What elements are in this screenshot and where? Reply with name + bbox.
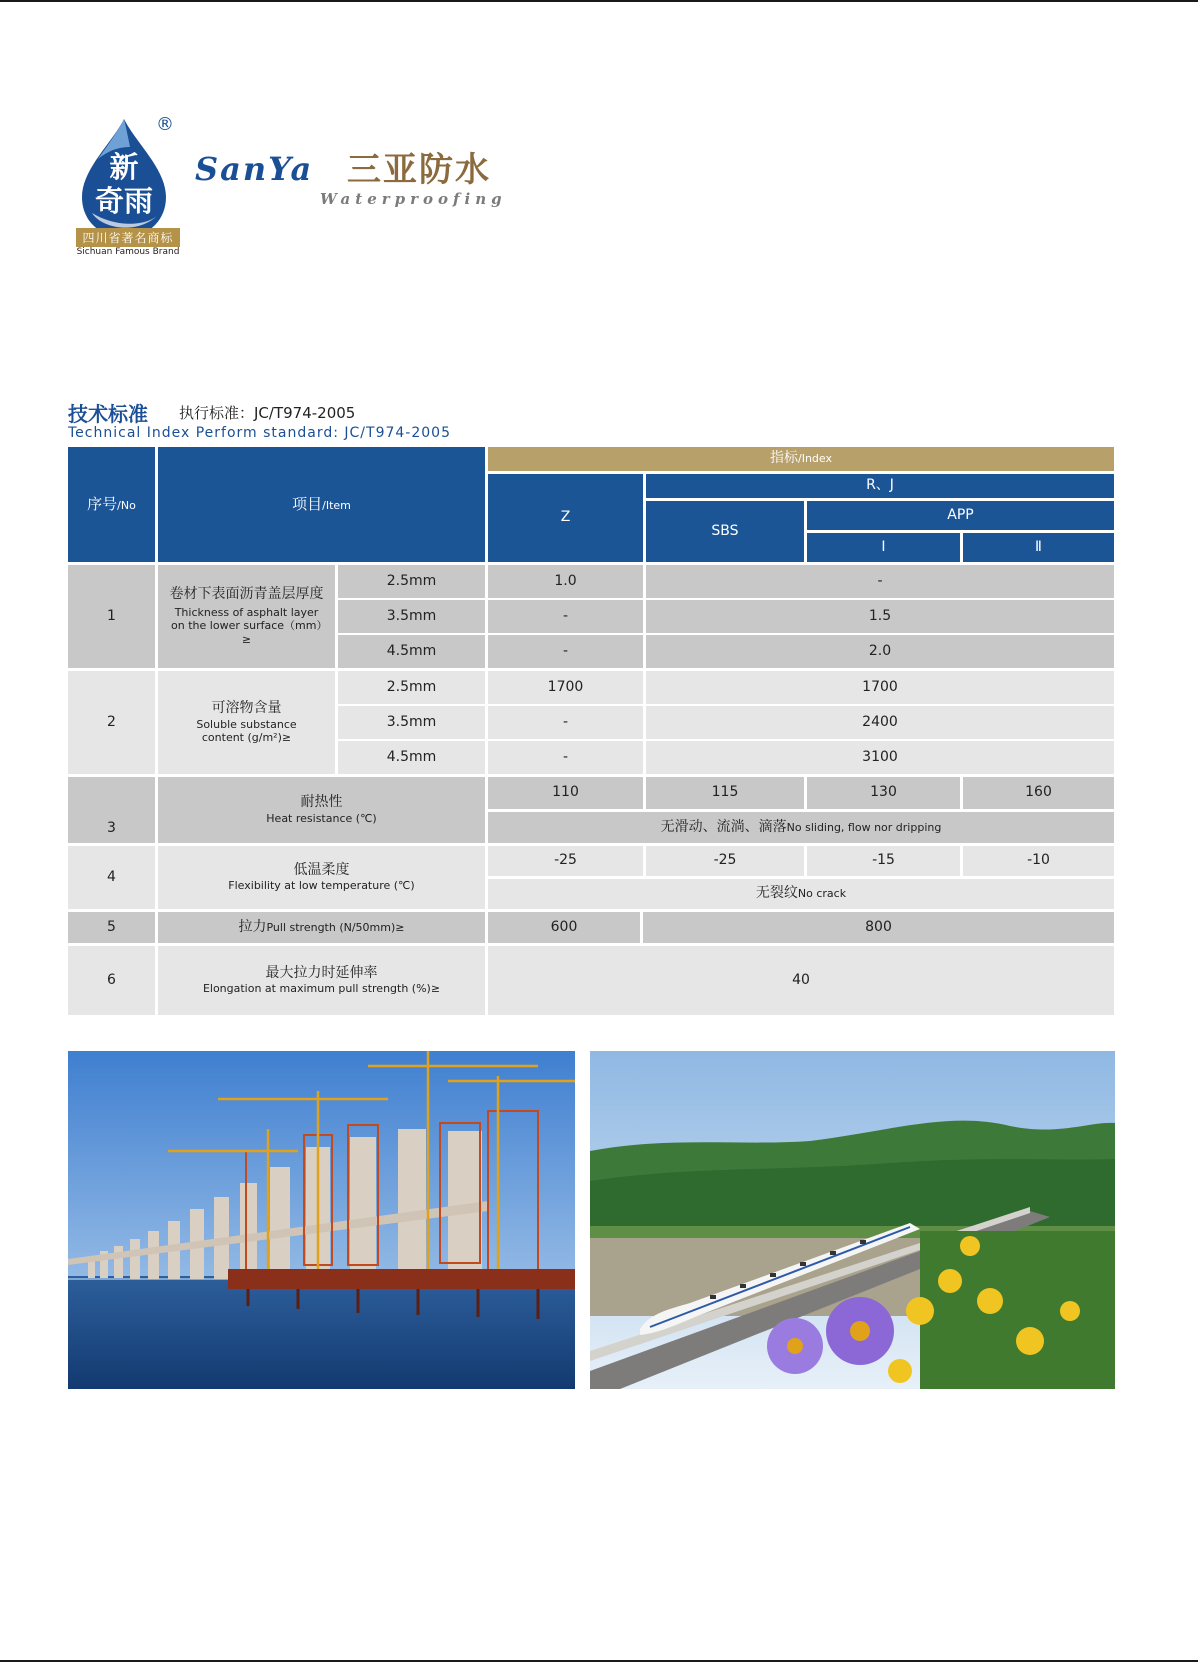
- row4-note: [488, 879, 1114, 909]
- row1-thickness-2: 3.5mm: [338, 600, 485, 633]
- row2-z-2: -: [488, 706, 643, 739]
- bridge-construction-photo: [68, 1051, 575, 1389]
- row6-item-cn: 最大拉力时延伸率: [265, 964, 378, 981]
- row4-sbs: -25: [646, 846, 804, 876]
- famous-brand-caption: Sichuan Famous Brand: [76, 247, 180, 257]
- bridge-construction-illustration: [68, 1051, 575, 1389]
- header-no-en: /No: [117, 498, 136, 512]
- row1-item: [158, 565, 335, 668]
- row5-rj: 800: [643, 912, 1114, 943]
- row3-app-2: 160: [963, 777, 1114, 809]
- header-sbs: SBS: [646, 501, 804, 562]
- brand-name-chinese: 三亚防水: [347, 150, 491, 190]
- row3-note-en: No sliding, flow nor dripping: [786, 820, 942, 834]
- row2-rj-2: 2400: [646, 706, 1114, 739]
- header-index-en: /Index: [798, 452, 832, 466]
- logo-mark-chars: [78, 150, 170, 218]
- row2-z-3: -: [488, 741, 643, 774]
- row4-note-cn: 无裂纹: [755, 885, 798, 902]
- row6-no: 6: [68, 946, 155, 1015]
- row4-item-cn: 低温柔度: [293, 861, 350, 878]
- row3-item: [158, 777, 485, 843]
- row6-item-en: Elongation at maximum pull strength (%)≥: [202, 982, 441, 996]
- row4-app-1: -15: [807, 846, 960, 876]
- brand-tagline: Waterproofing: [320, 190, 507, 208]
- header-no-cn: 序号: [87, 494, 118, 513]
- row3-no: 3: [68, 777, 155, 843]
- header-index: [488, 447, 1114, 471]
- header-app-1: Ⅰ: [807, 533, 960, 562]
- high-speed-train-illustration: [590, 1051, 1115, 1389]
- top-border-line: [0, 0, 1198, 2]
- row2-item-en-2: content (g/m²)≥: [201, 731, 292, 745]
- row2-no: 2: [68, 671, 155, 774]
- row1-z-2: -: [488, 600, 643, 633]
- row2-rj-1: 1700: [646, 671, 1114, 704]
- row6-item: [158, 946, 485, 1015]
- header-app: APP: [807, 501, 1114, 530]
- header-item-en: /Item: [322, 498, 351, 512]
- row2-item: [158, 671, 335, 774]
- row4-z: -25: [488, 846, 643, 876]
- row2-rj-3: 3100: [646, 741, 1114, 774]
- logo-char-bottom: 奇雨: [94, 184, 153, 218]
- header-app-2: Ⅱ: [963, 533, 1114, 562]
- row4-item: [158, 846, 485, 909]
- row1-z-1: 1.0: [488, 565, 643, 598]
- row2-thickness-1: 2.5mm: [338, 671, 485, 704]
- registered-mark: ®: [156, 114, 174, 135]
- row3-sbs: 115: [646, 777, 804, 809]
- row5-z: 600: [488, 912, 640, 943]
- header-item-cn: 项目: [292, 494, 323, 513]
- header-z: Z: [488, 474, 643, 562]
- brand-logo: [70, 112, 530, 262]
- row5-item: [158, 912, 485, 943]
- row1-thickness-1: 2.5mm: [338, 565, 485, 598]
- row3-note-cn: 无滑动、流淌、滴落: [660, 818, 787, 835]
- row4-note-en: No crack: [797, 887, 847, 901]
- high-speed-train-photo: [590, 1051, 1115, 1389]
- row3-item-cn: 耐热性: [300, 794, 343, 811]
- row4-app-2: -10: [963, 846, 1114, 876]
- row1-thickness-3: 4.5mm: [338, 635, 485, 668]
- row5-no: 5: [68, 912, 155, 943]
- row1-z-3: -: [488, 635, 643, 668]
- row3-z: 110: [488, 777, 643, 809]
- row4-item-en: Flexibility at low temperature (℃): [228, 879, 415, 893]
- row5-item-cn: 拉力: [238, 918, 267, 935]
- brand-name-latin: SanYa: [195, 150, 314, 188]
- header-rj: R、J: [646, 474, 1114, 498]
- row2-thickness-3: 4.5mm: [338, 741, 485, 774]
- row3-note: [488, 812, 1114, 843]
- row5-item-en: Pull strength (N/50mm)≥: [266, 920, 405, 934]
- famous-brand-badge: 四川省著名商标: [76, 228, 180, 247]
- row2-z-1: 1700: [488, 671, 643, 704]
- section-title: 技术标准: [68, 402, 148, 426]
- row1-rj-1: -: [646, 565, 1114, 598]
- row6-value: 40: [488, 946, 1114, 1015]
- header-item: [158, 447, 485, 562]
- row1-item-cn: 卷材下表面沥青盖层厚度: [169, 586, 324, 603]
- standard-reference: 执行标准：JC/T974-2005: [179, 404, 356, 422]
- row1-no: 1: [68, 565, 155, 668]
- row4-no: 4: [68, 846, 155, 909]
- row2-item-cn: 可溶物含量: [211, 700, 282, 716]
- technical-index-table: [68, 447, 1114, 1017]
- row1-rj-3: 2.0: [646, 635, 1114, 668]
- section-title-english: Technical Index Perform standard: JC/T974-2005: [68, 425, 451, 441]
- header-no: [68, 447, 155, 562]
- row3-app-1: 130: [807, 777, 960, 809]
- row2-item-en-1: Soluble substance: [196, 717, 297, 731]
- logo-char-top: 新: [109, 150, 139, 184]
- row3-item-en: Heat resistance (℃): [266, 811, 377, 825]
- row1-rj-2: 1.5: [646, 600, 1114, 633]
- header-index-cn: 指标: [770, 450, 798, 467]
- row2-thickness-2: 3.5mm: [338, 706, 485, 739]
- row1-item-en: Thickness of asphalt layer on the lower surface（mm）≥: [171, 605, 322, 647]
